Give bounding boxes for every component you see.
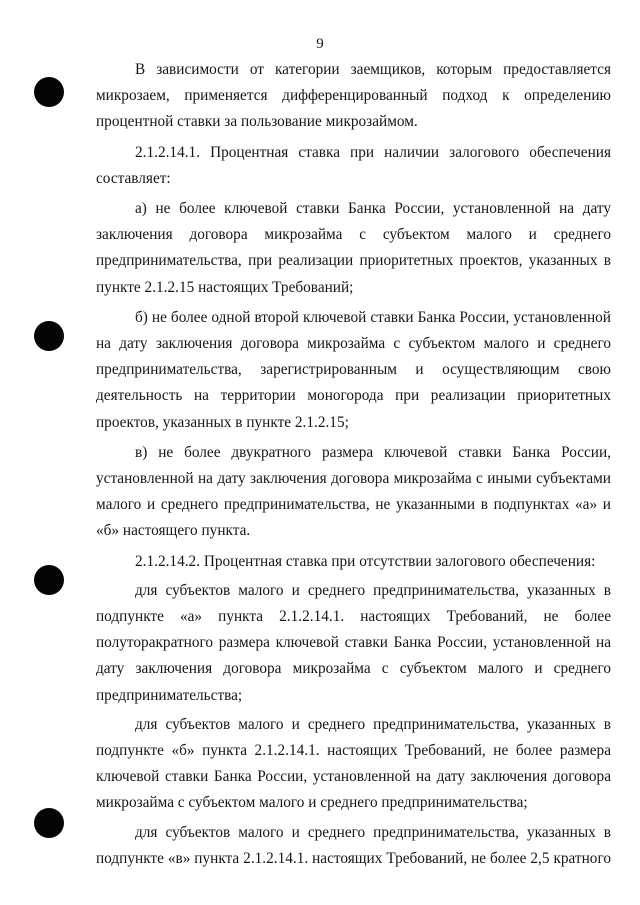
document-body bbox=[96, 57, 611, 872]
punch-hole bbox=[34, 808, 64, 838]
paragraph-intro: В зависимости от категории заемщиков, которым предоставляется микрозаем, применяется дифференцированный подход к определению процентной ставки за пользование микрозаймом. bbox=[96, 61, 611, 131]
paragraph-section-2-1-2-14-2: 2.1.2.14.2. Процентная ставка при отсутствии залогового обеспечения: bbox=[135, 552, 596, 570]
paragraph-no-collateral-a: для субъектов малого и среднего предпринимательства, указанных в подпункте «а» пункта 2.1.2.14.1. настоящих Требований, не более полуторакратного размера ключевой ставки Банка России, установленной на дату заключения договора микрозайма с субъектом малого и среднего предпринимательства; bbox=[96, 581, 611, 704]
paragraph-section-2-1-2-14-1: 2.1.2.14.1. Процентная ставка при наличии залогового обеспечения составляет: bbox=[96, 143, 611, 187]
paragraph-item-v: в) не более двукратного размера ключевой ставки Банка России, установленной на дату заключения договора микрозайма с иными субъектами малого и среднего предпринимательства, не указанными в подпунктах «а» и «б» настоящего пункта. bbox=[96, 443, 611, 540]
page-number: 9 bbox=[316, 36, 324, 52]
punch-hole bbox=[34, 565, 64, 595]
punch-hole bbox=[34, 321, 64, 351]
paragraph-item-b: б) не более одной второй ключевой ставки Банка России, установленной на дату заключения договора микрозайма с субъектом малого и среднего предпринимательства, зарегистрированным и осуществляющим свою деятельность на территории моногорода при реализации приоритетных проектов, указанных в пункте 2.1.2.15; bbox=[96, 308, 611, 431]
paragraph-no-collateral-v: для субъектов малого и среднего предпринимательства, указанных в подпункте «в» пункта 2.1.2.14.1. настоящих Требований, не более 2,5 кратного bbox=[96, 823, 611, 867]
punch-hole bbox=[34, 77, 64, 107]
paragraph-item-a: а) не более ключевой ставки Банка России, установленной на дату заключения договора микрозайма с субъектом малого и среднего предпринимательства, при реализации приоритетных проектов, указанных в пункте 2.1.2.15 настоящих Требований; bbox=[96, 200, 611, 296]
paragraph-no-collateral-b: для субъектов малого и среднего предпринимательства, указанных в подпункте «б» пункта 2.1.2.14.1. настоящих Требований, не более размера ключевой ставки Банка России, установленной на дату заключения договора микрозайма с субъектом малого и среднего предпринимательства; bbox=[96, 715, 611, 812]
